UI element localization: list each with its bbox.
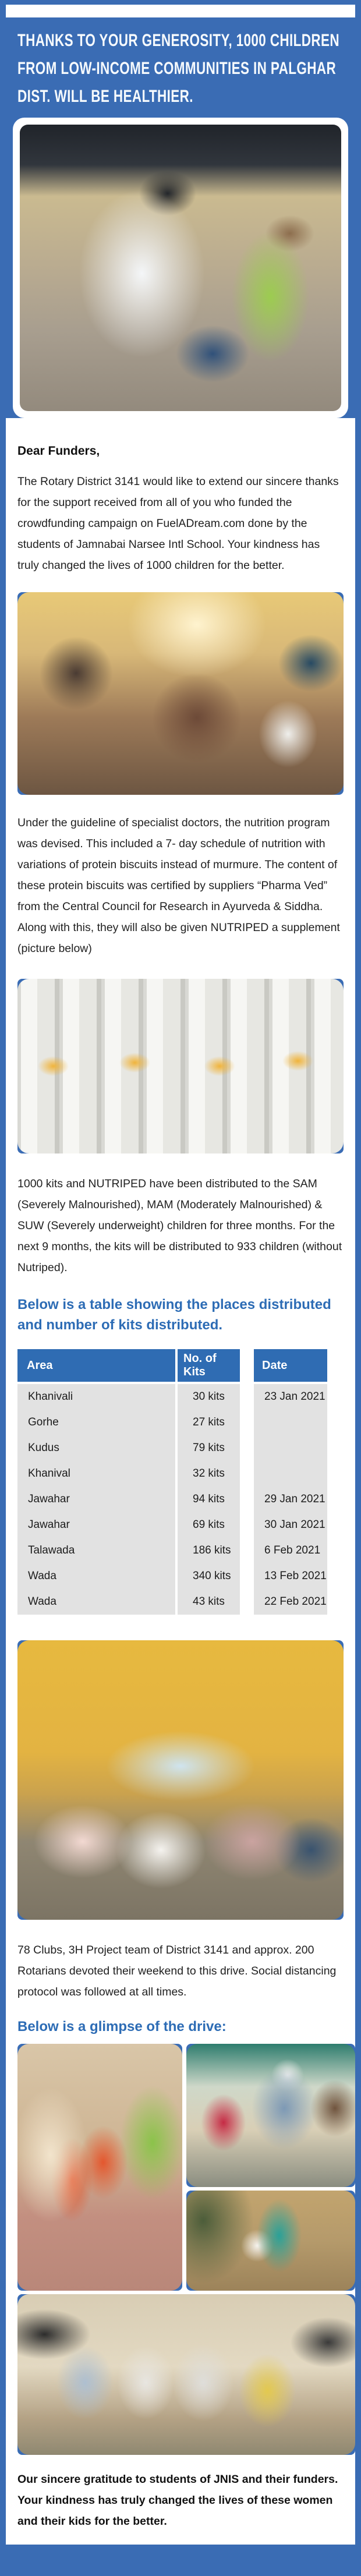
table-row-area: Jawahar [17,1512,175,1538]
glimpse-heading: Below is a glimpse of the drive: [17,2019,226,2034]
table-header-kits: No. of Kits [178,1349,240,1382]
photo-rotarians-group [17,1640,344,1920]
mother-photo-frame [186,2191,355,2291]
photo-kit-distribution-boy [186,2044,355,2187]
paragraph-clubs: 78 Clubs, 3H Project team of District 3141 and approx. 200 Rotarians devoted their weekend to this drive. Social distancing protocol was followed at all times. [17,1944,337,1998]
paragraph-thanks: The Rotary District 3141 would like to extend our sincere thanks for the support received from all of you who funded the crowdfunding campaign on FuelADream.com done by the students of Jamnabai Narsee Intl School. Your kindness has truly changed the lives of 1000 children for the better. [17,475,339,572]
table-row-kits: 94 kits [178,1487,240,1512]
kit-distribution-table [17,1349,344,1615]
bottles-photo-frame [17,979,344,1153]
table-row-date [254,1410,327,1435]
photo-nutriped-bottles [17,979,344,1153]
table-row-date [254,1461,327,1487]
table-row-area: Jawahar [17,1487,175,1512]
top-white-bar [6,5,355,17]
table-row-date: 23 Jan 2021 [254,1384,327,1410]
table-row-area: Kudus [17,1435,175,1461]
classroom-photo-frame [17,2294,355,2455]
table-row-kits: 69 kits [178,1512,240,1538]
photo-mother-receiving-kit [186,2191,355,2291]
table-header-area: Area [17,1349,175,1382]
hero-title-line: THANKS TO YOUR GENEROSITY, 1000 CHILDREN [17,31,340,50]
hero-title-line: DIST. WILL BE HEALTHIER. [17,87,193,106]
hero-title-line: FROM LOW-INCOME COMMUNITIES IN PALGHAR [17,59,337,78]
children-photo-frame [17,592,344,795]
table-row-date: 29 Jan 2021 [254,1487,327,1512]
table-row-date [254,1435,327,1461]
hero-photo-card [13,118,348,418]
table-row-date: 6 Feb 2021 [254,1538,327,1563]
table-row-kits: 79 kits [178,1435,240,1461]
table-row-date: 30 Jan 2021 [254,1512,327,1538]
hero-header [0,17,361,118]
photo-kit-handover-child [20,125,341,411]
table-row-kits: 43 kits [178,1589,240,1615]
table-row-kits: 186 kits [178,1538,240,1563]
photo-child-weighing [17,2044,182,2291]
handout-photo-frame [186,2044,355,2187]
photo-classroom-distribution [17,2294,355,2455]
paragraph-program: Under the guideline of specialist doctors, the nutrition program was devised. This included a 7- day schedule of nutrition with variations of protein biscuits instead of murmure. The content of these protein biscuits was certified by suppliers “Pharma Ved” from the Central Council for Research in Ayurveda & Siddha. Along with this, they will also be given NUTRIPED a supplement (picture below) [17,816,340,955]
table-row-area: Wada [17,1589,175,1615]
newsletter-page [0,5,361,2576]
table-row-date: 13 Feb 2021 [254,1563,327,1589]
drive-collage [17,2044,355,2455]
table-row-kits: 32 kits [178,1461,240,1487]
table-row-kits: 340 kits [178,1563,240,1589]
table-heading: Below is a table showing the places distributed and number of kits distributed. [17,1297,331,1333]
greeting: Dear Funders, [17,444,100,458]
table-row-area: Khanivali [17,1384,175,1410]
table-row-area: Khanival [17,1461,175,1487]
closing-note: Our sincere gratitude to students of JNIS and their funders. Your kindness has truly changed the lives of these women and their kids for the better. [17,2473,338,2528]
table-row-date: 22 Feb 2021 [254,1589,327,1615]
table-row-kits: 30 kits [178,1384,240,1410]
paragraph-distribution: 1000 kits and NUTRIPED have been distributed to the SAM (Severely Malnourished), MAM (Moderately Malnourished) & SUW (Severely underweight) children for three months. For the next 9 months, the kits will be distributed to 933 children (without Nutriped). [17,1177,342,1274]
photo-children-gathering [17,592,344,795]
table-header-date: Date [254,1349,327,1382]
weighing-photo-frame [17,2044,182,2291]
table-row-area: Talawada [17,1538,175,1563]
group-photo-frame [17,1640,344,1920]
table-row-area: Wada [17,1563,175,1589]
table-row-kits: 27 kits [178,1410,240,1435]
table-row-area: Gorhe [17,1410,175,1435]
letter-body [6,418,355,2545]
